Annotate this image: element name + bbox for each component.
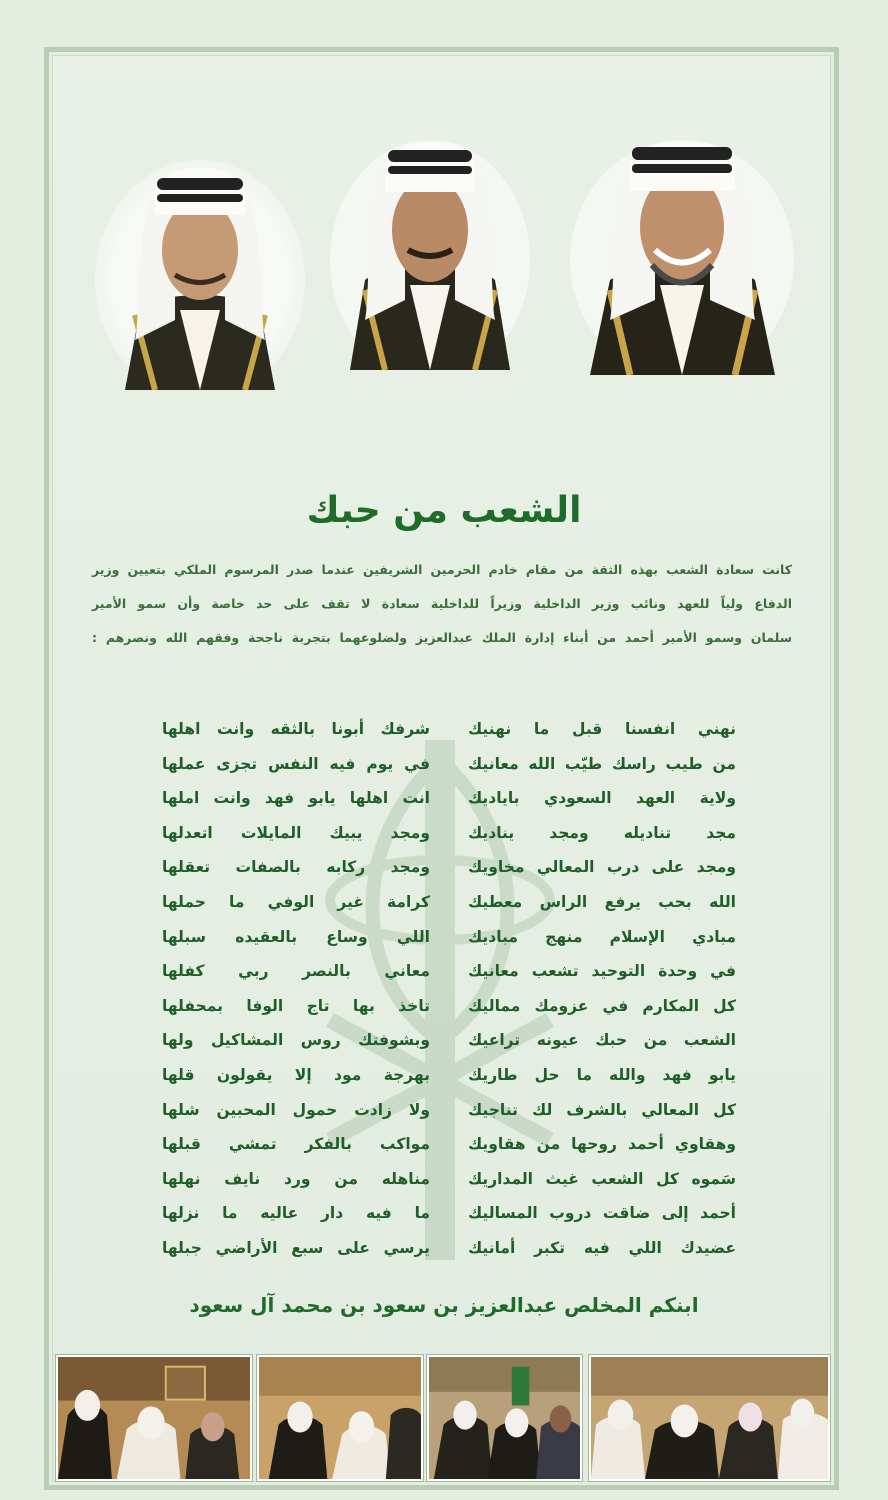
poem-line: كل المكارم في عزومك مماليك [468, 996, 736, 1015]
photo-1 [56, 1355, 252, 1481]
poem-line: عضيدك اللي فيه تكبر أمانيك [468, 1238, 736, 1257]
poem-line: ما فيه دار عاليه ما نزلها [162, 1204, 430, 1223]
poem-line: كرامة غير الوفي ما حملها [162, 892, 430, 911]
intro-line: الدفاع ولياً للعهد ونائب وزير الداخلية وزيراً للداخلية سعادة لا تقف على حد خاصة وأن سمو الأمير [92, 596, 792, 611]
poem-line: مجد تناديله ومجد يناديك [468, 823, 736, 842]
poem-line: من طيب راسك طيّب الله معانيك [468, 754, 736, 773]
poem-line: بهرجة مود إلا يقولون قلها [162, 1065, 430, 1084]
poem-column-left [162, 712, 430, 1266]
poem-line: سَموه كل الشعب غيث المداريك [468, 1169, 736, 1188]
page-title: الشعب من حبك [306, 490, 582, 531]
photo-3 [427, 1355, 582, 1481]
poem-line: أحمد إلى ضاقت دروب المساليك [468, 1204, 736, 1223]
poem-line: ولاية العهد السعودي باياديك [468, 789, 736, 808]
intro-line: سلمان وسمو الأمير أحمد من أبناء إدارة الملك عبدالعزيز ولضلوعهما بتجربة ناجحة وفقهم الله ونصرهم : [92, 630, 792, 645]
poem-line: معاني بالنصر ربي كفلها [162, 962, 430, 981]
intro-line: كانت سعادة الشعب بهذه الثقة من مقام خادم الحرمين الشريفين عندما صدر المرسوم الملكي بتعيين وزير [92, 562, 792, 577]
poem-line: يابو فهد والله ما حل طاريك [468, 1065, 736, 1084]
poem-line: في وحدة التوحيد تشعب معانيك [468, 962, 736, 981]
poem-line: الله بحب يرفع الراس معطيك [468, 892, 736, 911]
poem-line: انت اهلها يابو فهد وانت املها [162, 789, 430, 808]
poem-line: ولا زادت حمول المحبين شلها [162, 1100, 430, 1119]
poem-line: وهقاوي أحمد روحها من هقاويك [468, 1135, 736, 1154]
poem-line: كل المعالي بالشرف لك تناجيك [468, 1100, 736, 1119]
poem-line: اللي وساع بالعقيده سبلها [162, 927, 430, 946]
poem-line: ومجد ركابه بالصفات تعقلها [162, 858, 430, 877]
poem-line: وبشوفتك روس المشاكيل ولها [162, 1031, 430, 1050]
poem-line: ومجد على درب المعالي مخاويك [468, 858, 736, 877]
poem-line: شرفك أبونا بالثقه وانت اهلها [162, 720, 430, 738]
poem-line: نهني انفسنا قبل ما نهنيك [468, 720, 736, 738]
poem-column-right [468, 712, 736, 1266]
poem-line: الشعب من حبك عيونه تراعيك [468, 1031, 736, 1050]
portrait-right [570, 115, 795, 375]
poem-line: مواكب بالفكر تمشي قبلها [162, 1135, 430, 1154]
poem-line: مناهله من ورد نايف نهلها [162, 1169, 430, 1188]
poem-line: ومجد يبيك المايلات اتعدلها [162, 823, 430, 842]
signature-line: ابنكم المخلص عبدالعزيز بن سعود بن محمد آل سعود [189, 1293, 699, 1317]
poem-line: يرسي على سبع الأراضي جبلها [162, 1238, 430, 1257]
portrait-center [330, 120, 530, 370]
intro-paragraph [92, 553, 792, 655]
poem-line: في يوم فيه النفس تجزى عملها [162, 754, 430, 773]
photo-2 [257, 1355, 423, 1481]
poem-line: تاخذ بها تاج الوفا بمحفلها [162, 996, 430, 1015]
poem-line: مبادي الإسلام منهج مباديك [468, 927, 736, 946]
photo-4 [589, 1355, 830, 1481]
portrait-left [95, 140, 305, 390]
